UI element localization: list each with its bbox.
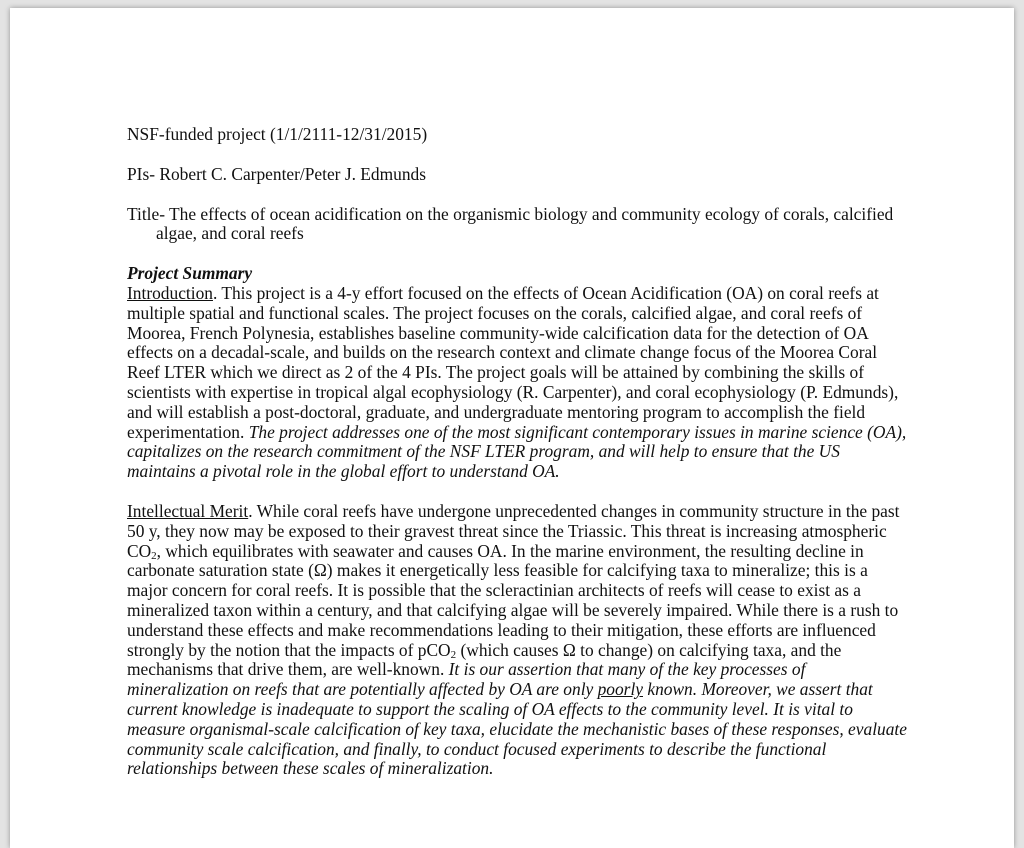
project-title: Title- The effects of ocean acidification on the organismic biology and community ecology of corals, calcified algae, and coral reefs	[127, 203, 894, 244]
document-page	[10, 8, 1014, 848]
introduction-paragraph	[127, 284, 907, 482]
summary-heading: Project Summary	[127, 263, 253, 284]
document-body	[127, 125, 907, 779]
merit-italic-underlined: poorly	[597, 679, 643, 700]
pis-line: PIs- Robert C. Carpenter/Peter J. Edmunds	[127, 163, 426, 184]
intellectual-merit-heading: Intellectual Merit	[127, 500, 249, 521]
intellectual-merit-paragraph	[127, 502, 907, 779]
merit-text-2: , which equilibrates with seawater and causes OA. In the marine environment, the resulting decline in carbonate saturation state (Ω) makes it energetically less feasible for calcifying taxa to mineralize; this is a major concern for coral reefs. It is possible that the scleractinian architects of reefs will cease to exist as a mineralized taxon within a century, and that calcifying algae will be severely impaired. While there is a rush to understand these effects and make recommendations leading to their mitigation, these efforts are influenced strongly by the notion that the impacts of pCO	[127, 540, 899, 660]
merit-text-1: . While coral reefs have undergone unprecedented changes in community structure in the past 50 y, they now may be exposed to their gravest threat since the Triassic. This threat is increasing atmospheric CO	[127, 500, 900, 561]
introduction-text: . This project is a 4-y effort focused on the effects of Ocean Acidification (OA) on coral reefs at multiple spatial and functional scales. The project focuses on the corals, calcified algae, and coral reefs of Moorea, French Polynesia, establishes baseline community-wide calcification data for the detection of OA effects on a decadal-scale, and builds on the research context and climate change focus of the Moorea Coral Reef LTER which we direct as 2 of the 4 PIs. The project goals will be attained by combining the skills of scientists with expertise in tropical algal ecophysiology (R. Carpenter), and coral ecophysiology (P. Edmunds), and will establish a post-doctoral, graduate, and undergraduate mentoring program to accomplish the field experimentation.	[127, 282, 899, 442]
pco2-subscript: 2	[450, 648, 457, 661]
introduction-heading: Introduction	[127, 282, 213, 303]
merit-italic-text-1: It is our assertion that many of the key processes of mineralization on reefs that are potentially affected by OA are only	[127, 659, 806, 700]
funding-line: NSF-funded project (1/1/2111-12/31/2015)	[127, 124, 428, 144]
merit-italic-text-2: known. Moreover, we assert that current knowledge is inadequate to support the scaling of OA effects to the community level. It is vital to measure organismal-scale calcification of key taxa, elucidate the mechanistic bases of these responses, evaluate community scale calcification, and finally, to conduct focused experiments to describe the functional relationships between these scales of mineralization.	[127, 679, 907, 779]
merit-text-3: (which causes Ω to change) on calcifying taxa, and the mechanisms that drive them, are well-known.	[127, 639, 842, 680]
introduction-italic-text: The project addresses one of the most significant contemporary issues in marine science (OA), capitalizes on the research commitment of the NSF LTER program, and will help to ensure that the US maintains a pivotal role in the global effort to understand OA.	[127, 421, 907, 482]
co2-subscript: 2	[151, 549, 157, 562]
